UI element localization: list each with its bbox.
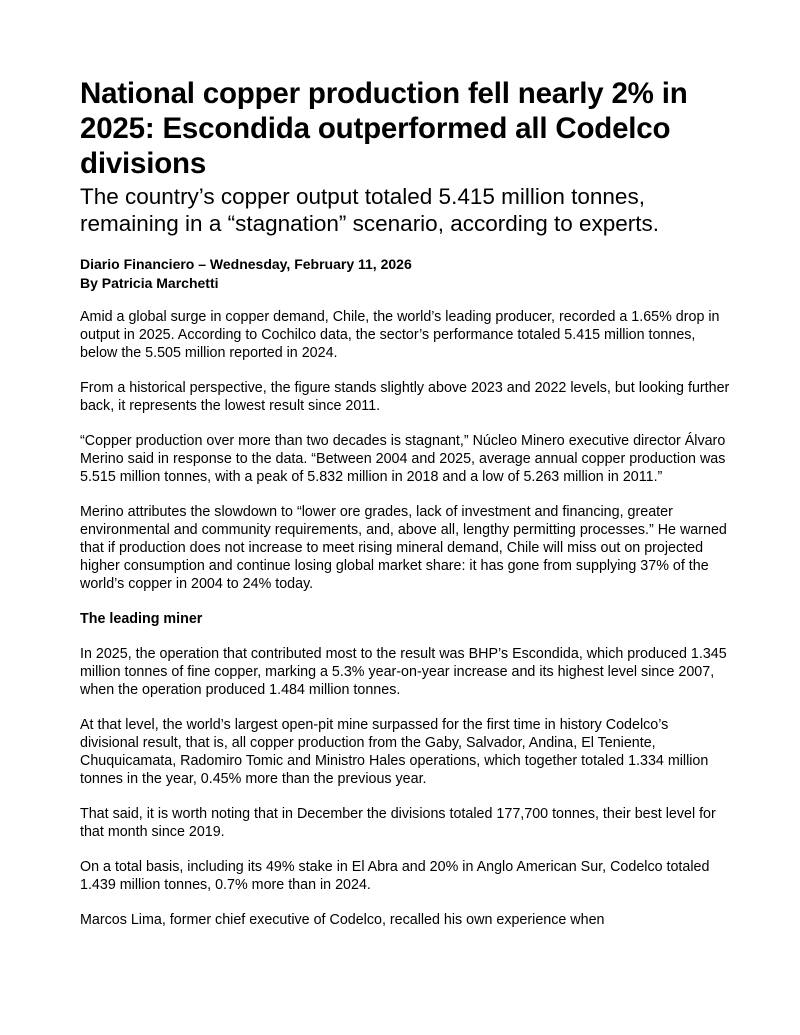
byline: By Patricia Marchetti bbox=[80, 275, 219, 291]
paragraph: “Copper production over more than two decades is stagnant,” Núcleo Minero executive director Álvaro Merino said in response to the data. “Between 2004 and 2025, average annual copper production was 5.515 million tonnes, with a peak of 5.832 million in 2018 and a low of 5.263 million in 2011.” bbox=[80, 433, 726, 485]
paragraph: Amid a global surge in copper demand, Chile, the world’s leading producer, recorded a 1.65% drop in output in 2025. According to Cochilco data, the sector’s performance totaled 5.415 million tonnes, below the 5.505 million reported in 2024. bbox=[80, 309, 720, 361]
paragraph: That said, it is worth noting that in December the divisions totaled 177,700 tonnes, their best level for that month since 2019. bbox=[80, 806, 716, 840]
article-subheadline: The country’s copper output totaled 5.415 million tonnes, remaining in a “stagnation” scenario, according to experts. bbox=[80, 184, 660, 236]
paragraph: Merino attributes the slowdown to “lower ore grades, lack of investment and financing, greater environmental and community requirements, and, above all, lengthy permitting processes.” He warned that if production does not increase to meet rising mineral demand, Chile will miss out on projected higher consumption and continue losing global market share: it has gone from supplying 37% of the world’s copper in 2004 to 24% today. bbox=[80, 504, 727, 592]
article-meta bbox=[80, 255, 730, 293]
section-heading: The leading miner bbox=[80, 611, 203, 627]
paragraph: At that level, the world’s largest open-pit mine surpassed for the first time in history Codelco’s divisional result, that is, all copper production from the Gaby, Salvador, Andina, El Teniente, Chuquicamata, Radomiro Tomic and Ministro Hales operations, which together totaled 1.334 million tonnes in the year, 0.45% more than the previous year. bbox=[80, 717, 709, 787]
paragraph: On a total basis, including its 49% stake in El Abra and 20% in Anglo American Sur, Codelco totaled 1.439 million tonnes, 0.7% more than in 2024. bbox=[80, 859, 710, 893]
article bbox=[80, 76, 730, 946]
article-headline: National copper production fell nearly 2% in 2025: Escondida outperformed all Codelco divisions bbox=[80, 77, 688, 180]
paragraph: From a historical perspective, the figure stands slightly above 2023 and 2022 levels, but looking further back, it represents the lowest result since 2011. bbox=[80, 380, 730, 414]
paragraph: Marcos Lima, former chief executive of Codelco, recalled his own experience when bbox=[80, 912, 605, 928]
dateline: Diario Financiero – Wednesday, February 11, 2026 bbox=[80, 256, 412, 272]
article-body bbox=[80, 308, 730, 929]
paragraph: In 2025, the operation that contributed most to the result was BHP’s Escondida, which produced 1.345 million tonnes of fine copper, marking a 5.3% year-on-year increase and its highest level since 2007, when the operation produced 1.484 million tonnes. bbox=[80, 646, 727, 698]
